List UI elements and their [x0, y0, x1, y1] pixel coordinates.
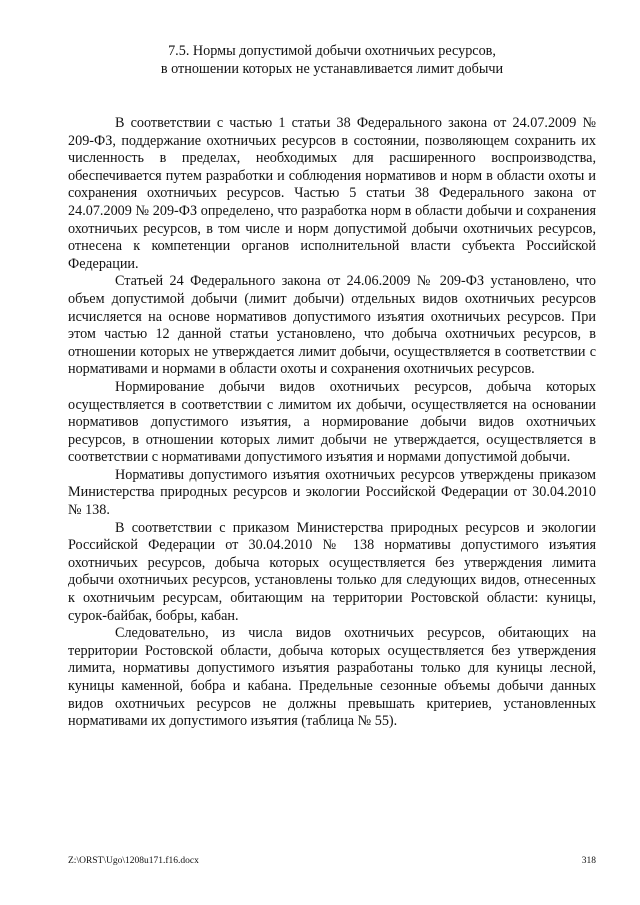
paragraph: Нормирование добычи видов охотничьих ресурсов, добыча которых осуществляется в соответствии с лимитом их добычи, осуществляется на основании нормативов допустимого изъятия, а нормирование добычи видов охотничьих ресурсов, в отношении которых лимит добычи не утверждается, осуществляется в соответствии с нормативами допустимого изъятия и нормами допустимой добычи. — [68, 378, 596, 466]
section-heading — [68, 42, 596, 78]
file-path: Z:\ORST\Ugo\1208u171.f16.docx — [68, 856, 199, 866]
page-number: 318 — [581, 856, 596, 866]
section-heading-line-1: 7.5. Нормы допустимой добычи охотничьих ресурсов, — [168, 43, 496, 59]
paragraph: В соответствии с частью 1 статьи 38 Федерального закона от 24.07.2009 № 209-ФЗ, поддержание охотничьих ресурсов в состоянии, позволяющем сохранить их численность в пределах, необходимых для расширенного воспроизводства, обеспечивается путем разработки и соблюдения нормативов и норм в области охоты и сохранения охотничьих ресурсов. Частью 5 статьи 38 Федерального закона от 24.07.2009 № 209-ФЗ определено, что разработка норм в области добычи и сохранения охотничьих ресурсов, в том числе и норм допустимой добычи охотничьих ресурсов, отнесена к компетенции органов исполнительной власти субъекта Российской Федерации. — [68, 115, 596, 272]
paragraph: Нормативы допустимого изъятия охотничьих ресурсов утверждены приказом Министерства природных ресурсов и экологии Российской Федерации от 30.04.2010 № 138. — [68, 466, 596, 519]
section-heading-line-2: в отношении которых не устанавливается лимит добычи — [160, 61, 504, 77]
paragraph: В соответствии с приказом Министерства природных ресурсов и экологии Российской Федерации от 30.04.2010 № 138 нормативы допустимого изъятия охотничьих ресурсов, добыча которых осуществляется без утверждения лимита добычи охотничьих ресурсов, установлены только для следующих видов, отнесенных к охотничьим ресурсам, обитающим на территории Ростовской области: куницы, сурок-байбак, бобры, кабан. — [68, 519, 596, 624]
paragraph: Следовательно, из числа видов охотничьих ресурсов, обитающих на территории Ростовской области, добыча которых осуществляется без утверждения лимита, нормативы допустимого изъятия разработаны только для куницы лесной, куницы каменной, бобра и кабана. Предельные сезонные объемы добычи данных видов охотничьих ресурсов не должны превышать критериев, установленных нормативами их допустимого изъятия (таблица № 55). — [68, 625, 596, 730]
body-text — [68, 115, 596, 731]
document-page — [68, 0, 596, 905]
paragraph: Статьей 24 Федерального закона от 24.06.2009 № 209-ФЗ установлено, что объем допустимой добычи (лимит добычи) отдельных видов охотничьих ресурсов исчисляется на основе нормативов допустимого изъятия охотничьих ресурсов. При этом частью 12 данной статьи установлено, что добыча охотничьих ресурсов, в отношении которых не утверждается лимит добычи, осуществляется в соответствии с нормативами и нормами в области охоты и сохранения охотничьих ресурсов. — [68, 273, 596, 378]
